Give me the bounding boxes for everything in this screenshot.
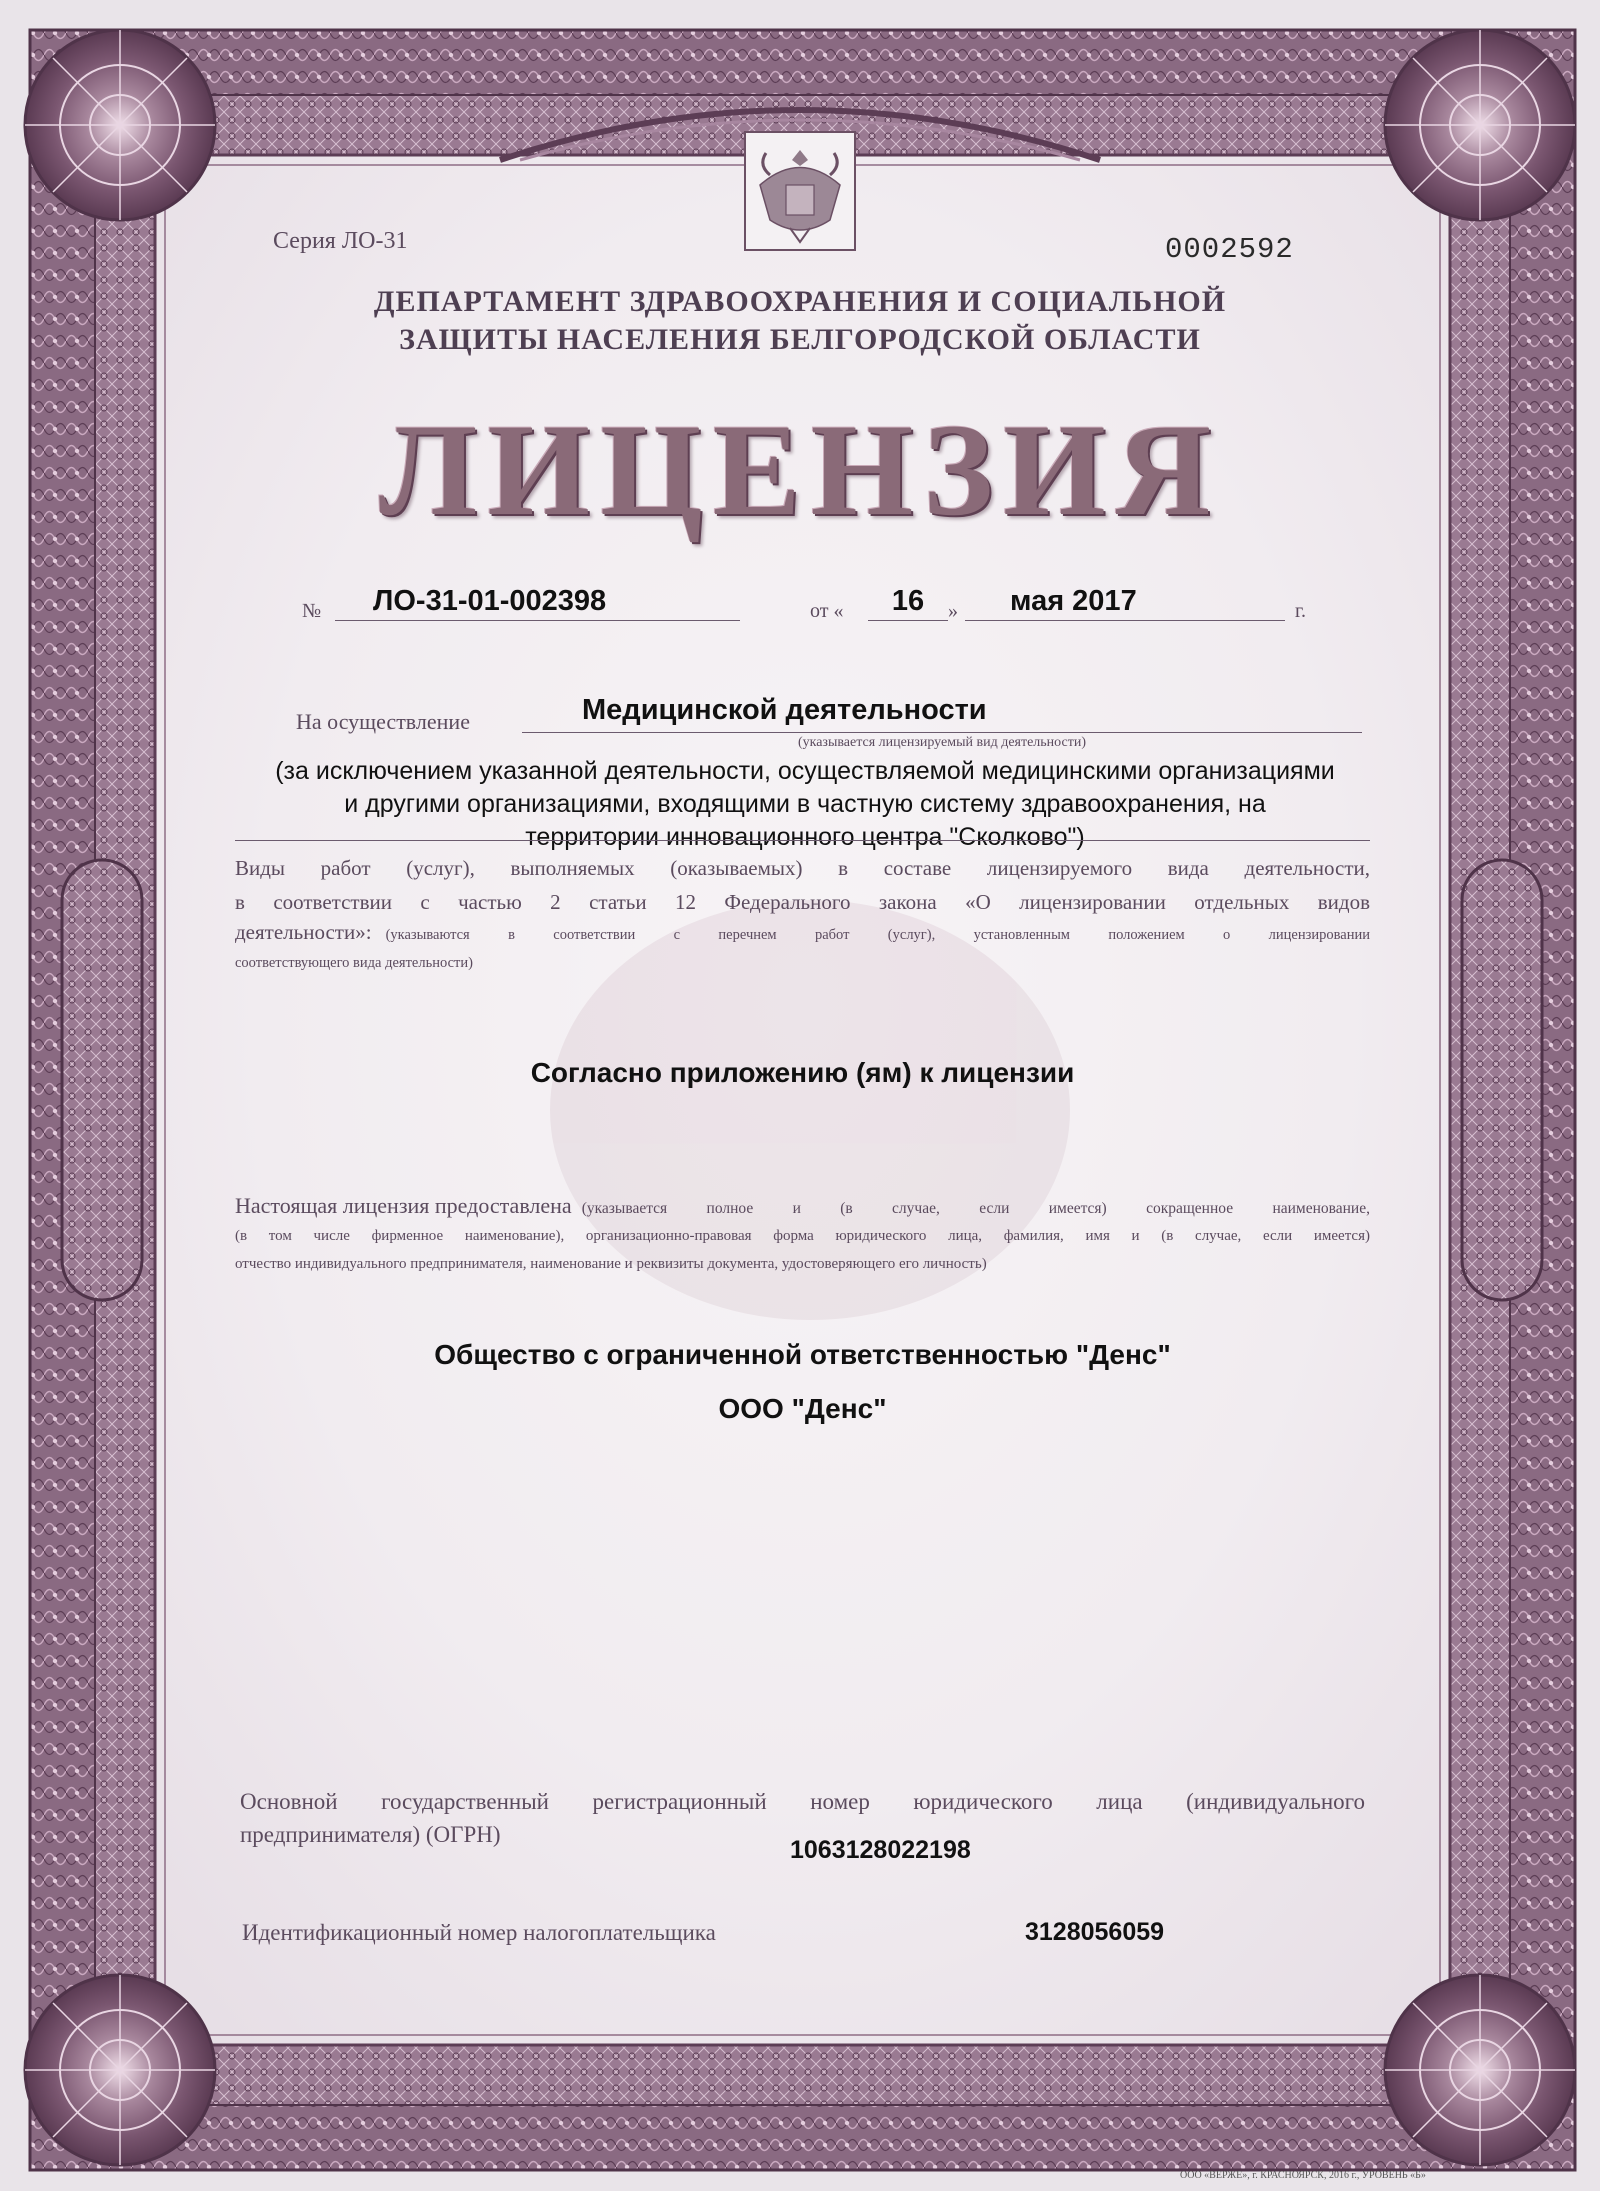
exclusion-line-3: территории инновационного центра "Сколково"): [525, 823, 1085, 851]
licensee-line-1: [235, 1193, 1370, 1219]
works-line-2: в соответствии с частью 2 статьи 12 Федерального закона «О лицензировании отдельных видов: [235, 890, 1370, 914]
year-suffix: г.: [1295, 600, 1306, 622]
exclusion-line-2: и другими организациями, входящими в частную систему здравоохранения, на: [344, 790, 1266, 818]
activity-label: На осуществление: [296, 709, 470, 734]
corner-rosette-icon: [25, 1975, 215, 2165]
works-line-1: Виды работ (услуг), выполняемых (оказываемых) в составе лицензируемого вида деятельности,: [235, 856, 1370, 880]
corner-rosette-icon: [1385, 1975, 1575, 2165]
authority-line-1: ДЕПАРТАМЕНТ ЗДРАВООХРАНЕНИЯ И СОЦИАЛЬНОЙ: [373, 285, 1227, 318]
corner-rosette-icon: [25, 30, 215, 220]
ogrn-label-line-2: предпринимателя) (ОГРН): [240, 1822, 501, 1847]
ogrn-label-line-1: Основной государственный регистрационный номер юридического лица (индивидуального: [240, 1789, 1365, 1814]
series-label: Серия ЛО-31: [273, 228, 408, 254]
licensee-line-3-hint: отчество индивидуального предпринимателя, наименование и реквизиты документа, удостоверяющего его личность): [235, 1256, 987, 1272]
day-field: [868, 580, 948, 621]
exclusion-line-1: (за исключением указанной деятельности, осуществляемой медицинскими организациями: [275, 757, 1335, 785]
licensee-full-name: Общество с ограниченной ответственностью "Денс": [434, 1339, 1171, 1370]
day-value: 16: [891, 585, 925, 617]
license-number-value: ЛО-31-01-002398: [373, 585, 607, 617]
date-value: мая 2017: [1010, 585, 1137, 617]
from-label: от «: [810, 600, 844, 622]
works-line-3-hint: (указываются в соответствии с перечнем работ (услуг), установленным положением о лицензировании: [385, 927, 1370, 943]
licensee-line-1-main: Настоящая лицензия предоставлена: [235, 1193, 572, 1218]
activity-hint: (указывается лицензируемый вид деятельности): [797, 735, 1087, 750]
date-field: [965, 580, 1285, 621]
works-value: Согласно приложению (ям) к лицензии: [530, 1057, 1075, 1088]
inn-value: 3128056059: [1025, 1918, 1165, 1946]
activity-field: [522, 690, 1362, 733]
works-line-3: [235, 920, 1370, 945]
works-line-3-main: деятельности»:: [235, 920, 372, 944]
authority-line-2: ЗАЩИТЫ НАСЕЛЕНИЯ БЕЛГОРОДСКОЙ ОБЛАСТИ: [399, 323, 1201, 356]
works-line-4-hint: соответствующего вида деятельности): [235, 955, 473, 971]
document-title: ЛИЦЕНЗИЯ: [378, 396, 1222, 543]
licensee-line-1-hint: (указывается полное и (в случае, если имеется) сокращенное наименование,: [581, 1200, 1370, 1217]
inn-label: Идентификационный номер налогоплательщика: [242, 1920, 716, 1945]
printer-note: ООО «ВЕРЖЕ», г. КРАСНОЯРСК, 2016 г., УРОВЕНЬ «Б»: [1180, 2170, 1426, 2181]
number-sign: №: [302, 600, 322, 622]
licensee-short-name: ООО "Денс": [718, 1393, 887, 1424]
quote-close: »: [948, 600, 958, 622]
coat-of-arms-icon: [745, 132, 855, 250]
exclusion-underline: [235, 840, 1370, 841]
license-number-field: [335, 580, 740, 621]
form-number: 0002592: [1165, 233, 1294, 266]
ogrn-value: 1063128022198: [790, 1836, 971, 1864]
corner-rosette-icon: [1385, 30, 1575, 220]
licensee-line-2-hint: (в том числе фирменное наименование), организационно-правовая форма юридического лица, фамилия, имя и (в случае, если имеется): [235, 1228, 1370, 1244]
activity-value: Медицинской деятельности: [582, 694, 987, 726]
